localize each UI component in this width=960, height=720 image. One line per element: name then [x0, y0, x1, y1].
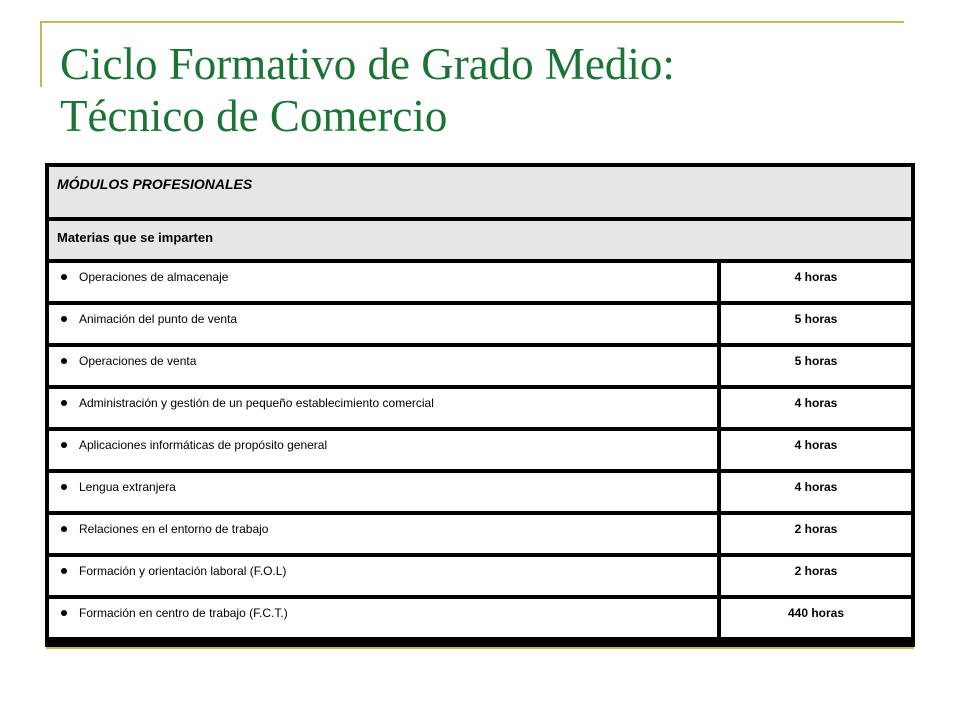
module-hours: 5 horas — [721, 305, 911, 343]
table-row — [49, 515, 911, 553]
module-hours: 4 horas — [721, 389, 911, 427]
module-name-cell — [49, 389, 717, 427]
module-name: Animación del punto de venta — [79, 312, 238, 326]
module-name: Aplicaciones informáticas de propósito general — [79, 438, 328, 452]
table-row — [49, 389, 911, 427]
module-name: Formación y orientación laboral (F.O.L) — [79, 564, 287, 578]
module-name-cell — [49, 557, 717, 595]
bullet-icon — [61, 358, 67, 364]
module-name: Relaciones en el entorno de trabajo — [79, 522, 269, 536]
accent-left-line — [40, 21, 42, 87]
module-name: Operaciones de almacenaje — [79, 270, 229, 284]
module-name: Lengua extranjera — [79, 480, 176, 494]
module-name-cell — [49, 515, 717, 553]
bullet-icon — [61, 442, 67, 448]
modules-table — [45, 163, 915, 647]
module-hours: 440 horas — [721, 599, 911, 637]
module-hours: 4 horas — [721, 263, 911, 301]
module-name: Administración y gestión de un pequeño establecimiento comercial — [79, 396, 434, 410]
module-name-cell — [49, 305, 717, 343]
accent-bottom-line — [46, 647, 914, 649]
table-header-row — [49, 167, 911, 217]
table-subheader-row — [49, 221, 911, 259]
table-row — [49, 305, 911, 343]
table-row — [49, 557, 911, 595]
module-hours: 2 horas — [721, 515, 911, 553]
table-row — [49, 599, 911, 637]
bullet-icon — [61, 274, 67, 280]
module-hours: 2 horas — [721, 557, 911, 595]
slide-title — [60, 38, 675, 142]
module-name: Operaciones de venta — [79, 354, 197, 368]
module-name: Formación en centro de trabajo (F.C.T.) — [79, 606, 288, 620]
accent-top-line — [40, 21, 904, 23]
module-name-cell — [49, 263, 717, 301]
module-name-cell — [49, 431, 717, 469]
bullet-icon — [61, 568, 67, 574]
module-hours: 4 horas — [721, 431, 911, 469]
table-row — [49, 431, 911, 469]
module-name-cell — [49, 473, 717, 511]
slide-title-line-1: Ciclo Formativo de Grado Medio: — [60, 39, 675, 89]
module-hours: 5 horas — [721, 347, 911, 385]
modules-table-grid — [45, 163, 915, 641]
table-row — [49, 347, 911, 385]
bullet-icon — [61, 484, 67, 490]
bullet-icon — [61, 400, 67, 406]
bullet-icon — [61, 316, 67, 322]
table-row — [49, 263, 911, 301]
bullet-icon — [61, 526, 67, 532]
module-name-cell — [49, 599, 717, 637]
module-name-cell — [49, 347, 717, 385]
table-header: MÓDULOS PROFESIONALES — [49, 167, 911, 217]
module-hours: 4 horas — [721, 473, 911, 511]
bullet-icon — [61, 610, 67, 616]
table-row — [49, 473, 911, 511]
slide-title-line-2: Técnico de Comercio — [60, 91, 448, 141]
table-subheader: Materias que se imparten — [49, 221, 911, 259]
